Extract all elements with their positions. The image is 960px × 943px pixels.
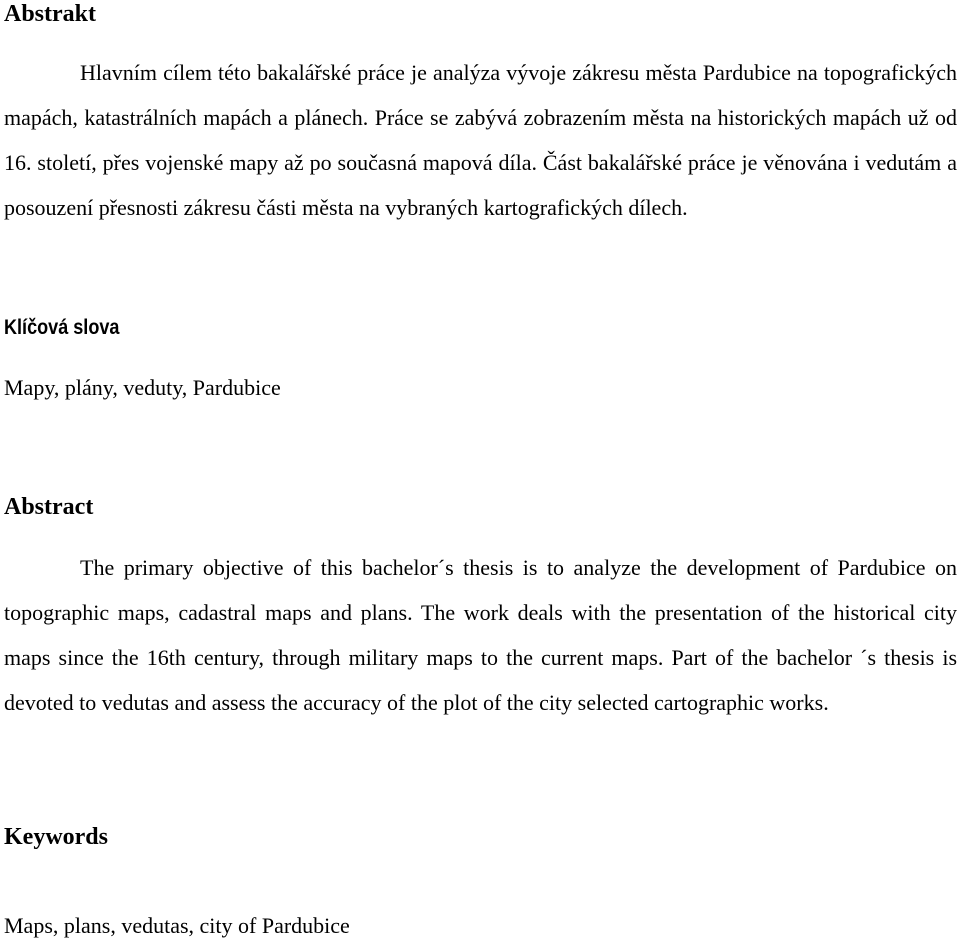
klicova-slova-heading: Klíčová slova xyxy=(4,316,120,339)
keywords-heading: Keywords xyxy=(4,824,108,850)
abstrakt-heading: Abstrakt xyxy=(4,1,97,27)
abstrakt-paragraph: Hlavním cílem této bakalářské práce je analýza vývoje zákresu města Pardubice na topografických mapách, katastrálních mapách a plánech. Práce se zabývá zobrazením města na historických mapách už od 16. století, přes vojenské mapy až po současná mapová díla. Část bakalářské práce je věnována i vedutám a posouzení přesnosti zákresu části města na vybraných kartografických dílech. xyxy=(4,60,957,220)
abstract-heading: Abstract xyxy=(4,494,94,520)
abstract-paragraph: The primary objective of this bachelor´s thesis is to analyze the development of Pardubice on topographic maps, cadastral maps and plans. The work deals with the presentation of the historical city maps since the 16th century, through military maps to the current maps. Part of the bachelor ´s thesis is devoted to vedutas and assess the accuracy of the plot of the city selected cartographic works. xyxy=(4,555,957,715)
keywords-text: Maps, plans, vedutas, city of Pardubice xyxy=(4,913,350,938)
klicova-slova-text: Mapy, plány, veduty, Pardubice xyxy=(4,375,281,400)
